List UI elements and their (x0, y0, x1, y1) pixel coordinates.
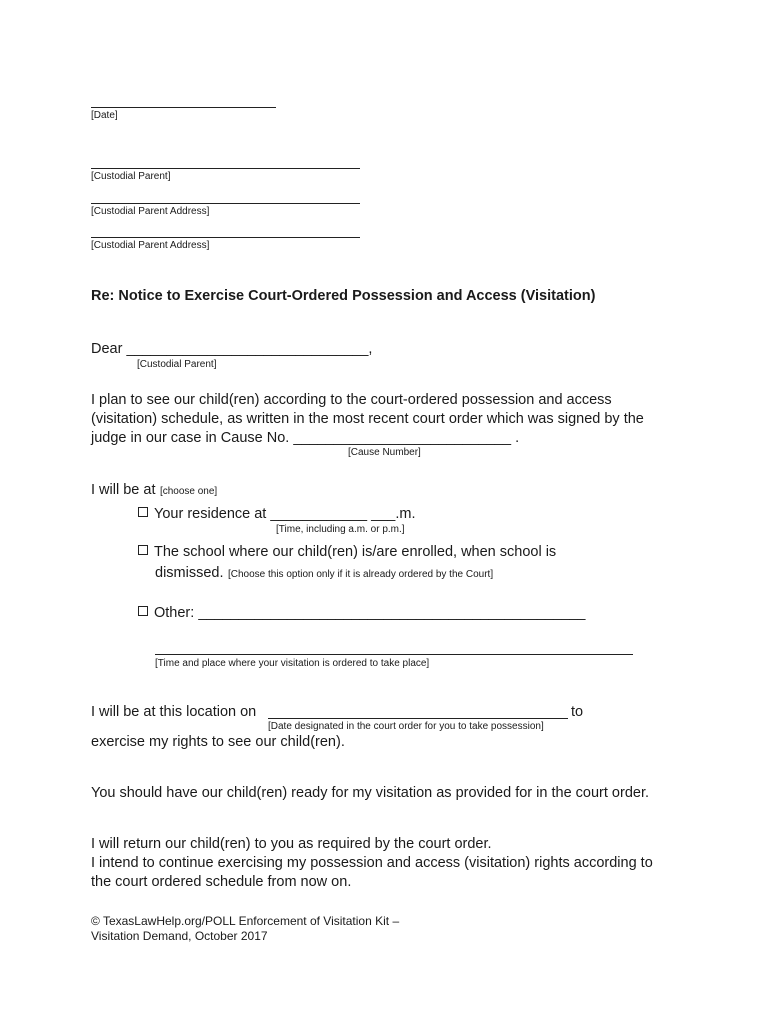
option-other[interactable] (138, 605, 585, 621)
school-note: [Choose this option only if it is already ordered by the Court] (227, 569, 494, 580)
address-line-2 (91, 237, 360, 238)
custodial-parent-label: [Custodial Parent] (91, 171, 171, 182)
choose-note: [choose one] (159, 486, 218, 497)
address-label-2: [Custodial Parent Address] (91, 240, 210, 251)
location-to: to (571, 704, 584, 720)
school-line-2 (155, 564, 493, 582)
date-line (91, 107, 276, 108)
intro-line-2: (visitation) schedule, as written in the most recent court order which was signed by the (91, 411, 644, 427)
school-text: The school where our child(ren) is/are enrolled, when school is (154, 544, 557, 560)
address-label-1: [Custodial Parent Address] (91, 206, 210, 217)
option-residence[interactable] (138, 506, 415, 522)
cause-number-sublabel: [Cause Number] (348, 447, 421, 458)
date-label: [Date] (91, 110, 118, 121)
letter-title: Re: Notice to Exercise Court-Ordered Possession and Access (Visitation) (91, 288, 596, 304)
other-checkbox[interactable] (138, 606, 148, 616)
location-sublabel: [Date designated in the court order for you to take possession] (268, 721, 544, 732)
address-line-1 (91, 203, 360, 204)
intro-line-3: judge in our case in Cause No. ___________________________ . (91, 430, 520, 446)
residence-text: Your residence at ____________ ___.m. (154, 506, 416, 522)
residence-checkbox[interactable] (138, 507, 148, 517)
other-text: Other: ________________________________________________ (154, 605, 586, 621)
return-line-3: the court ordered schedule from now on. (91, 874, 352, 890)
location-date-line (268, 718, 568, 719)
ready-text: You should have our child(ren) ready for my visitation as provided for in the court order. (91, 785, 650, 801)
choose-line (91, 481, 217, 499)
option-school[interactable] (138, 544, 556, 560)
footer-line-1: © TexasLawHelp.org/POLL Enforcement of Visitation Kit – (91, 914, 400, 928)
other-second-line (155, 654, 633, 655)
location-line-2: exercise my rights to see our child(ren). (91, 734, 345, 750)
custodial-parent-line (91, 168, 360, 169)
greeting-sublabel: [Custodial Parent] (137, 359, 217, 370)
footer-line-2: Visitation Demand, October 2017 (91, 929, 268, 943)
return-line-2: I intend to continue exercising my possession and access (visitation) rights according to (91, 855, 653, 871)
intro-line-1: I plan to see our child(ren) according to the court-ordered possession and access (91, 392, 612, 408)
location-text: I will be at this location on (91, 704, 257, 720)
school-checkbox[interactable] (138, 545, 148, 555)
residence-sublabel: [Time, including a.m. or p.m.] (276, 524, 405, 535)
greeting: Dear ______________________________, (91, 341, 373, 357)
school-text-2: dismissed. (155, 565, 224, 581)
other-sublabel: [Time and place where your visitation is ordered to take place] (155, 658, 430, 669)
choose-text: I will be at (91, 482, 156, 498)
return-line-1: I will return our child(ren) to you as required by the court order. (91, 836, 492, 852)
